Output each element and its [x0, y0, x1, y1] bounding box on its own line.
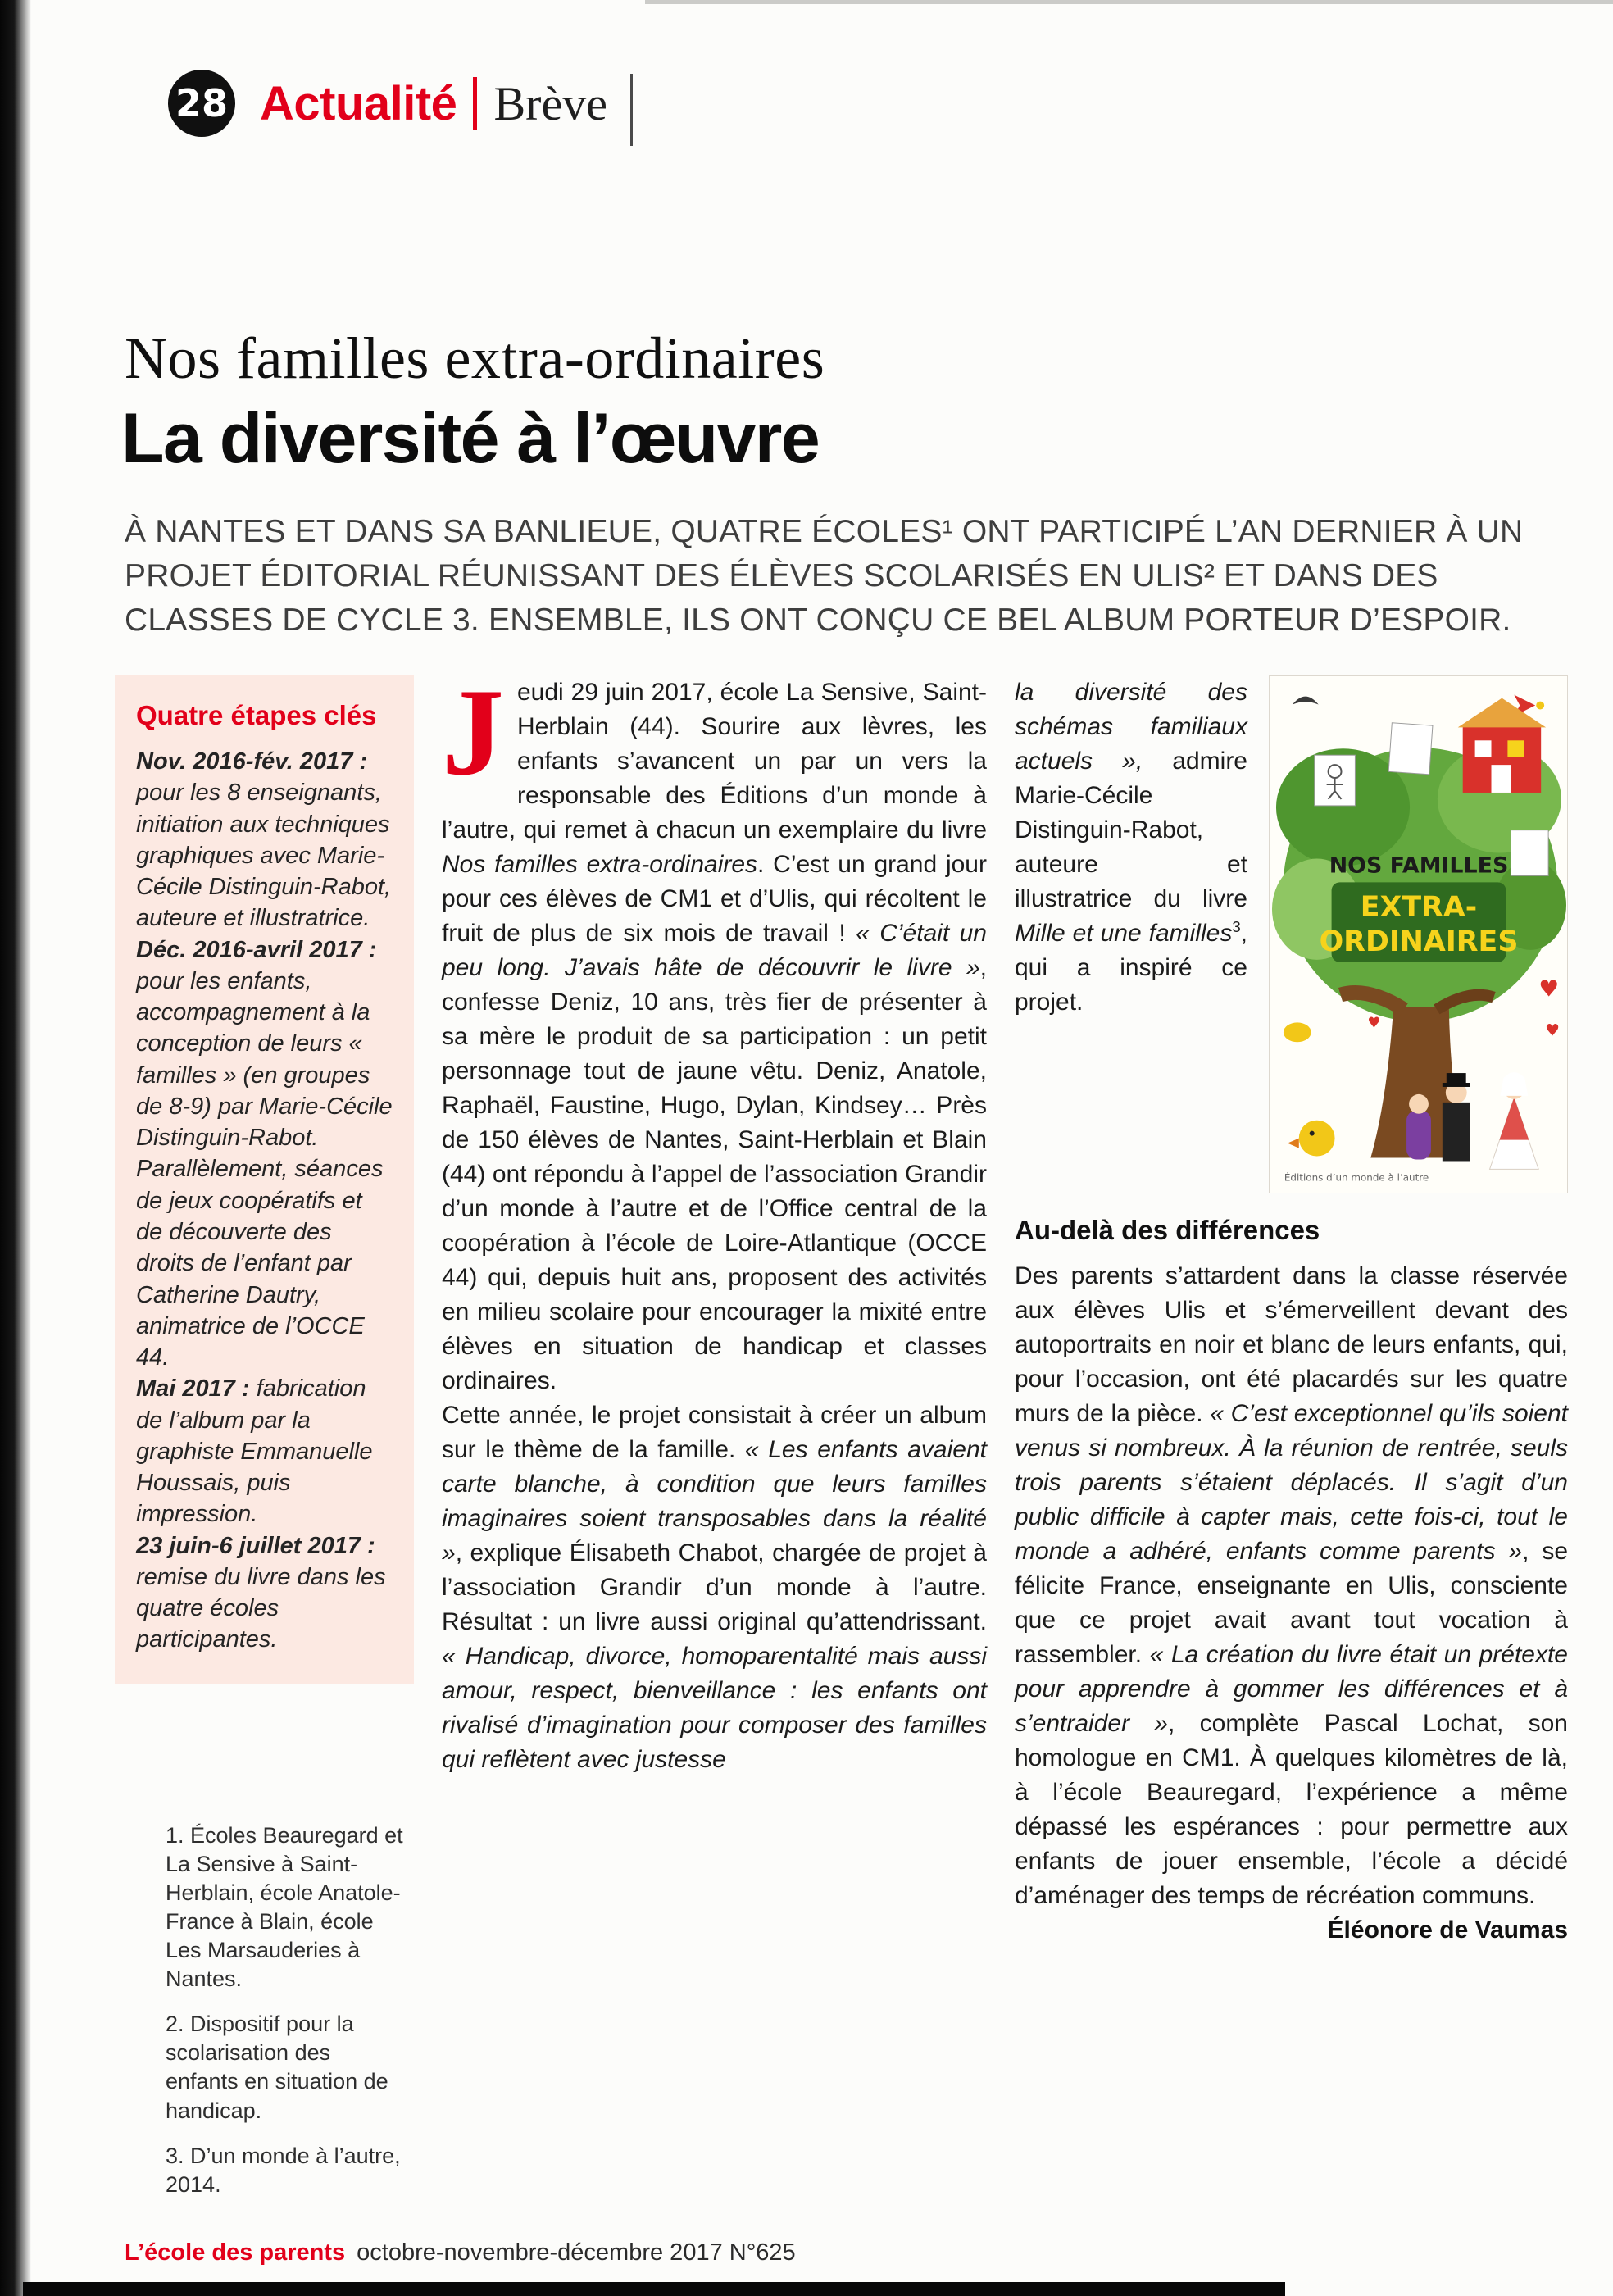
- book-cover-image: [1269, 675, 1568, 1193]
- scan-edge-bottom: [23, 2282, 1285, 2296]
- sidebar-entry: Nov. 2016-fév. 2017 : pour les 8 enseignants, initiation aux techniques graphiques avec Marie-Cécile Distinguin-Rabot, auteure et illustratrice.: [136, 748, 392, 932]
- article-columns: [115, 663, 1568, 2216]
- page-number-badge: [168, 70, 235, 137]
- middle-column: [442, 663, 987, 2216]
- section-subheading: Au-delà des différences: [1015, 1215, 1320, 1245]
- page-number: 28: [175, 81, 228, 125]
- body-paragraph-1: [442, 663, 987, 1398]
- page-footer: [125, 2239, 796, 2266]
- paragraph-text: eudi 29 juin 2017, école La Sensive, Saint-Herblain (44). Sourire aux lèvres, les enfants s’avancent un par un vers la responsable des Éditions d’un monde à l’autre, qui remet à chacun un exemplaire du livre Nos familles extra-ordinaires. C’est un grand jour pour ces élèves de CM1 et d’Ulis, qui récoltent le fruit de plus de six mois de travail ! « C’était un peu long. J’avais hâte de découvrir le livre », confesse Deniz, 10 ans, très fier de présenter à sa mère le produit de sa participation : un petit personnage tout de jaune vêtu. Deniz, Anatole, Raphaël, Faustine, Hugo, Dylan, Kindsey… Près de 150 élèves de Nantes, Saint-Herblain et Blain (44) ont répondu à l’appel de l’association Grandir d’un monde à l’autre et de l’Office central de la coopération à l’école de Loire-Atlantique (OCCE 44) qui, depuis huit ans, proposent des activités en milieu scolaire pour encourager la mixité entre élèves en situation de handicap et classes ordinaires.: [442, 679, 987, 1394]
- footnote-1: 1. Écoles Beauregard et La Sensive à Saint-Herblain, école Anatole-France à Blain, école Les Marsauderies à Nantes.: [166, 1822, 403, 1992]
- svg-text:♥: ♥: [1538, 975, 1560, 1003]
- footnote-3: 3. D’un monde à l’autre, 2014.: [166, 2143, 401, 2197]
- sidebar-title: Quatre étapes clés: [136, 700, 377, 730]
- drop-cap: J: [442, 663, 504, 801]
- sidebar-entry: Déc. 2016-avril 2017 : pour les enfants, accompagnement à la conception de leurs « familles » (en groupes de 8-9) par Marie-Cécile Distinguin-Rabot. Parallèlement, séances de jeux coopératifs et de découverte des droits de l’enfant par Catherine Dautry, animatrice de l’OCCE 44.: [136, 936, 393, 1371]
- byline: Éléonore de Vaumas: [1327, 1916, 1568, 1944]
- article-standfirst: À NANTES ET DANS SA BANLIEUE, QUATRE ÉCOLES¹ ONT PARTICIPÉ L’AN DERNIER À UN PROJET ÉDITORIAL RÉUNISSANT DES ÉLÈVES SCOLARISÉS EN ULIS² ET DANS DES CLASSES DE CYCLE 3. ENSEMBLE, ILS ONT CONÇU CE BEL ALBUM PORTEUR D’ESPOIR.: [125, 514, 1524, 638]
- page-header: [168, 67, 633, 139]
- cover-title: [1320, 852, 1519, 962]
- cover-credit: [1284, 1171, 1429, 1183]
- issue-info: octobre-novembre-décembre 2017 N°625: [357, 2239, 796, 2266]
- sidebar-key-steps: [115, 675, 414, 1684]
- sidebar-entry: 23 juin-6 juillet 2017 : remise du livre dans les quatre écoles participantes.: [136, 1532, 386, 1653]
- article-title: La diversité à l’œuvre: [121, 399, 820, 478]
- footnote-2: 2. Dispositif pour la scolarisation des enfants en situation de handicap.: [166, 2012, 388, 2123]
- svg-text:♥: ♥: [1367, 1014, 1381, 1032]
- svg-text:Éditions d’un monde à l’autre: Éditions d’un monde à l’autre: [1284, 1171, 1429, 1184]
- svg-text:EXTRA-: EXTRA-: [1360, 891, 1478, 925]
- left-column: [115, 675, 414, 2216]
- scan-edge-top: [645, 0, 1613, 4]
- article-kicker: Nos familles extra-ordinaires: [125, 325, 825, 391]
- dark-divider: [630, 74, 633, 146]
- red-divider: [473, 77, 477, 130]
- body-paragraph-3: [1015, 1259, 1568, 1944]
- footnotes: [166, 1821, 403, 2199]
- svg-text:ORDINAIRES: ORDINAIRES: [1319, 925, 1519, 958]
- scan-edge-left: [0, 0, 31, 2296]
- magazine-name: L’école des parents: [125, 2239, 346, 2266]
- right-column: [1015, 675, 1568, 2216]
- svg-text:♥: ♥: [1545, 1021, 1560, 1040]
- paragraph-text: Des parents s’attardent dans la classe réservée aux élèves Ulis et s’émerveillent devant des autoportraits en noir et blanc de leurs enfants, qui, pour l’occasion, ont été placardés sur les quatre murs de la pièce. « C’est exceptionnel qu’ils soient venus si nombreux. À la réunion de rentrée, seuls trois parents s’étaient déplacés. Il s’agit d’un public difficile à capter mais, cette fois-ci, tout le monde a adhéré, enfants comme parents », se félicite France, enseignante en Ulis, consciente que ce projet avait avant tout vocation à rassembler. « La création du livre était un prétexte pour apprendre à gommer les différences et à s’entraider », complète Pascal Lochat, son homologue en CM1. À quelques kilomètres de là, à l’école Beauregard, l’expérience a même dépassé les espérances : pour permettre aux enfants de jouer ensemble, l’école a décidé d’aménager des temps de récréation communs.: [1015, 1262, 1568, 1909]
- sidebar-entry: Mai 2017 : fabrication de l’album par la graphiste Emmanuelle Houssais, puis impression.: [136, 1375, 373, 1528]
- section-label: Actualité: [260, 76, 457, 130]
- body-paragraph-2: Cette année, le projet consistait à créer un album sur le thème de la famille. « Les enfants avaient carte blanche, à condition que leurs familles imaginaires soient transposables dans la réalité », explique Élisabeth Chabot, chargée de projet à l’association Grandir d’un monde à l’autre. Résultat : un livre aussi original qu’attendrissant. « Handicap, divorce, homoparentalité mais aussi amour, respect, bienveillance : les enfants ont rivalisé d’imagination pour composer des familles qui reflètent avec justesse: [442, 1402, 987, 1773]
- body-paragraph-intro: la diversité des schémas familiaux actuels », admire Marie-Cécile Distinguin-Rabot, auteure et illustratrice du livre Mille et une familles$^3$, qui a inspiré ce projet.: [1015, 679, 1247, 1016]
- svg-text:NOS FAMILLES: NOS FAMILLES: [1329, 852, 1509, 879]
- rubric-label: Brève: [493, 76, 607, 130]
